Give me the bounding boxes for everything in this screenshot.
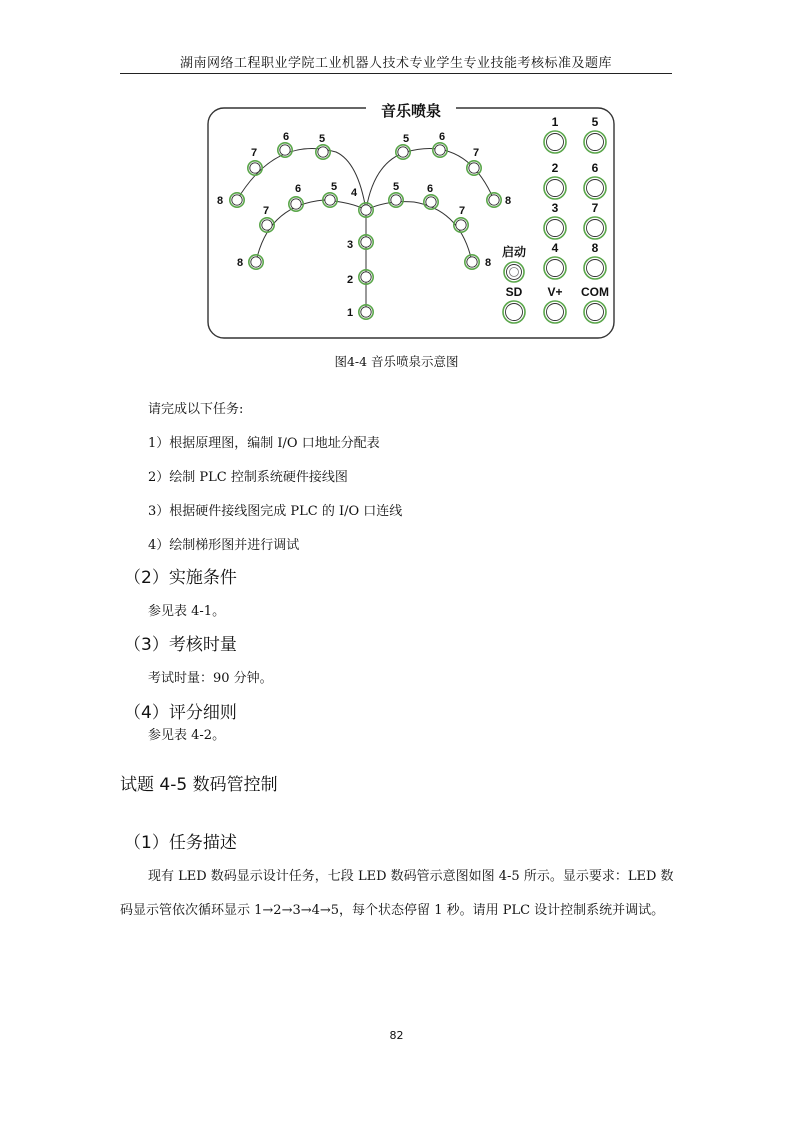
right-inner-lamp bbox=[424, 195, 438, 209]
task-item-4: 4）绘制梯形图并进行调试 bbox=[148, 538, 300, 553]
left-inner-lamp bbox=[323, 193, 337, 207]
control-button-label: 3 bbox=[551, 201, 559, 215]
trunk-label: 3 bbox=[346, 239, 354, 251]
right-outer-label: 6 bbox=[438, 131, 446, 143]
task-intro: 请完成以下任务: bbox=[148, 402, 244, 417]
right-inner-label: 8 bbox=[484, 257, 492, 269]
left-inner-label: 5 bbox=[330, 181, 338, 193]
figure-title: 音乐喷泉 bbox=[380, 103, 442, 120]
control-button-com bbox=[581, 285, 609, 323]
trunk-lamp bbox=[359, 235, 373, 249]
right-inner-lamp bbox=[389, 193, 403, 207]
right-outer-lamp bbox=[467, 161, 481, 175]
control-button-vplus bbox=[544, 285, 566, 323]
section-4-heading: （4）评分细则 bbox=[124, 703, 237, 723]
control-button-label: 2 bbox=[551, 161, 559, 175]
trunk-label: 2 bbox=[346, 274, 354, 286]
left-outer-label: 6 bbox=[282, 131, 290, 143]
section-3-text: 考试时量：90 分钟。 bbox=[148, 671, 273, 686]
header-rule bbox=[120, 73, 672, 74]
task-description: 现有 LED 数码显示设计任务，七段 LED 数码管示意图如图 4-5 所示。显示要求：LED 数码显示管依次循环显示 1→2→3→4→5，每个状态停留 1 秒。请用 PLC 设计控制系统并调试。 bbox=[120, 869, 674, 918]
page-number: 82 bbox=[389, 1029, 404, 1042]
figure-caption: 图4-4 音乐喷泉示意图 bbox=[334, 354, 459, 369]
left-inner-label: 7 bbox=[262, 205, 270, 217]
task-item-3: 3）根据硬件接线图完成 PLC 的 I/O 口连线 bbox=[148, 504, 403, 519]
left-outer-label: 8 bbox=[216, 195, 224, 207]
control-button-label: 5 bbox=[591, 115, 599, 129]
page-header: 湖南网络工程职业学院工业机器人技术专业学生专业技能考核标准及题库 bbox=[179, 56, 612, 71]
left-outer-lamp bbox=[248, 161, 262, 175]
control-button-label: 7 bbox=[591, 201, 599, 215]
right-inner-lamp bbox=[454, 218, 468, 232]
control-button-label: 1 bbox=[551, 115, 559, 129]
trunk-lamp bbox=[359, 305, 373, 319]
control-button-label: 6 bbox=[591, 161, 599, 175]
section-1-heading: （1）任务描述 bbox=[124, 833, 237, 853]
control-button-label: SD bbox=[505, 285, 523, 299]
control-button-8 bbox=[584, 241, 606, 279]
right-outer-label: 7 bbox=[472, 147, 480, 159]
control-button-4 bbox=[544, 241, 566, 279]
fountain-lamps bbox=[217, 131, 511, 319]
left-outer-label: 5 bbox=[318, 133, 326, 145]
left-outer-label: 7 bbox=[250, 147, 258, 159]
right-outer-label: 5 bbox=[402, 133, 410, 145]
trunk-label: 4 bbox=[350, 187, 358, 199]
right-inner-label: 7 bbox=[458, 205, 466, 217]
left-inner-label: 8 bbox=[236, 257, 244, 269]
control-button-5 bbox=[584, 115, 606, 153]
right-outer-lamp bbox=[487, 193, 501, 207]
control-button-label: 8 bbox=[591, 241, 599, 255]
section-3-heading: （3）考核时量 bbox=[124, 635, 237, 655]
left-inner-label: 6 bbox=[294, 183, 302, 195]
trunk-label: 1 bbox=[346, 307, 354, 319]
right-inner-label: 6 bbox=[426, 183, 434, 195]
section-4-text: 参见表 4-2。 bbox=[148, 728, 226, 743]
control-button-1 bbox=[544, 115, 566, 153]
task-item-2: 2）绘制 PLC 控制系统硬件接线图 bbox=[148, 470, 348, 485]
control-button-sd bbox=[503, 285, 525, 323]
left-outer-lamp bbox=[230, 193, 244, 207]
control-button-label: V+ bbox=[547, 285, 563, 299]
left-inner-lamp bbox=[249, 255, 263, 269]
section-2-text: 参见表 4-1。 bbox=[148, 604, 226, 619]
trunk-lamp bbox=[359, 270, 373, 284]
control-button-7 bbox=[584, 201, 606, 239]
start-button bbox=[502, 244, 526, 282]
control-button-2 bbox=[544, 161, 566, 199]
control-button-label: COM bbox=[581, 285, 609, 299]
start-button-label: 启动 bbox=[501, 245, 527, 259]
music-fountain-figure bbox=[206, 90, 616, 340]
right-inner-lamp bbox=[465, 255, 479, 269]
right-inner-label: 5 bbox=[392, 181, 400, 193]
left-outer-lamp bbox=[278, 143, 292, 157]
control-button-3 bbox=[544, 201, 566, 239]
problem-title: 试题 4-5 数码管控制 bbox=[120, 775, 278, 795]
section-2-heading: （2）实施条件 bbox=[124, 568, 237, 588]
control-buttons bbox=[502, 115, 609, 323]
control-button-6 bbox=[584, 161, 606, 199]
left-inner-lamp bbox=[289, 197, 303, 211]
left-inner-lamp bbox=[260, 218, 274, 232]
task-item-1: 1）根据原理图，编制 I/O 口地址分配表 bbox=[148, 436, 380, 451]
right-outer-label: 8 bbox=[504, 195, 512, 207]
left-outer-lamp bbox=[316, 145, 330, 159]
right-outer-lamp bbox=[433, 143, 447, 157]
control-button-label: 4 bbox=[551, 241, 559, 255]
right-outer-lamp bbox=[396, 145, 410, 159]
trunk-lamp bbox=[359, 203, 373, 217]
